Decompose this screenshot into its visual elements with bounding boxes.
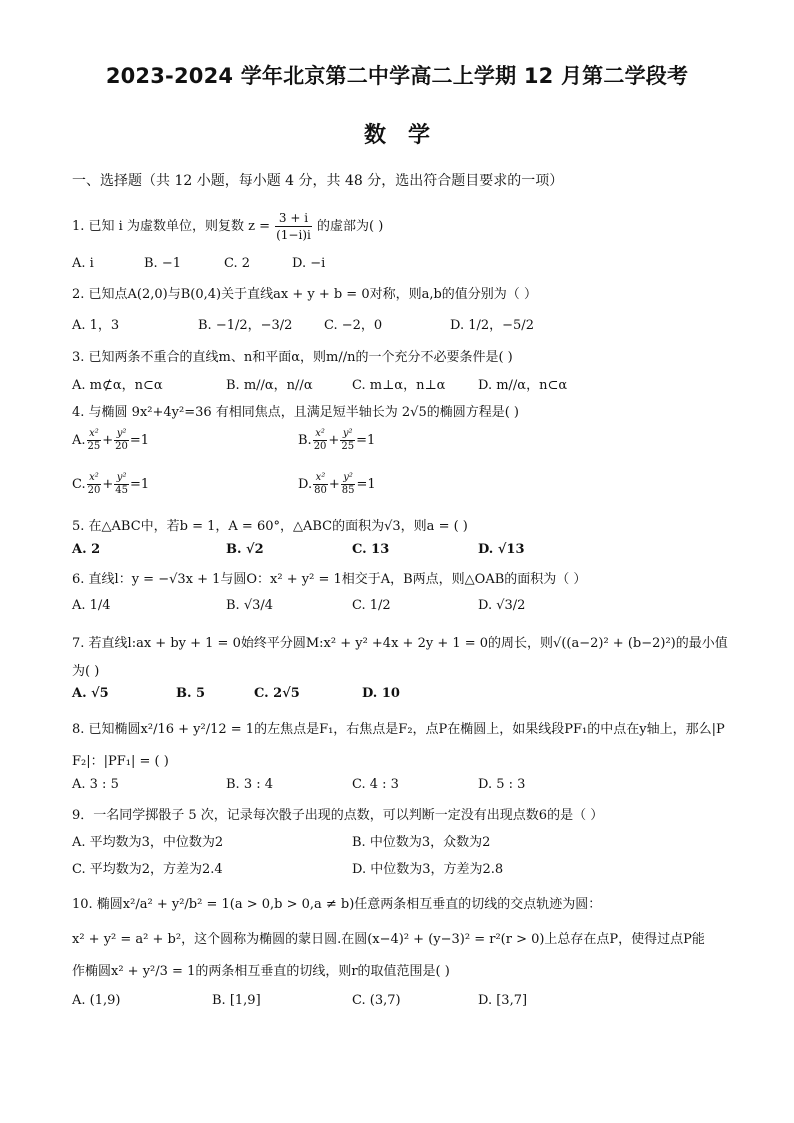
option-b: B. −1 [144,256,181,271]
equation-rhs: =1 [130,477,150,492]
frac-num: x² [313,428,328,441]
question-10-stem-line2: x² + y² = a² + b²，这个圆称为椭圆的蒙日圆.在圆(x−4)² + (y−3)² = r²(r > 0)上总存在点P，使得过点P能 [72,932,705,947]
option-c: C. 平均数为2，方差为2.4 [72,862,223,877]
option-a: A. 1，3 [72,318,120,333]
option-c: C. m⊥α，n⊥α [352,378,446,393]
question-1-text-pre: 1. 已知 i 为虚数单位，则复数 z = [72,219,270,234]
option-b: B. [1,9] [212,993,261,1008]
question-1-text-post: 的虚部为( ) [316,219,384,234]
frac-num: x² [87,428,102,441]
question-1-options [72,256,752,278]
option-d: D. 1/2，−5/2 [450,318,534,333]
option-a: A. 1/4 [72,598,111,613]
option-a: A. 平均数为3，中位数为2 [72,835,224,850]
question-3-stem: 3. 已知两条不重合的直线m、n和平面α，则m//n的一个充分不必要条件是( ) [72,350,513,365]
question-10-stem-line3: 作椭圆x² + y²/3 = 1的两条相互垂直的切线，则r的取值范围是( ) [72,964,450,979]
frac-num: y² [340,428,355,441]
option-b: B. m//α，n//α [226,378,313,393]
option-d: D. [3,7] [478,993,528,1008]
question-1-fraction [275,210,312,243]
option-c: C. −2，0 [324,318,383,333]
question-3-options [72,374,752,396]
option-b: B. √2 [226,542,264,557]
fraction-denominator: (1−i)i [276,228,311,242]
equation-rhs: =1 [129,433,150,448]
question-4-options-row1 [72,428,752,462]
option-a: A. $\frac{\text{x²}}{25}$ + $\frac{\text{y²}}{20}$ =1 [72,428,150,452]
frac-num: y² [341,472,356,485]
option-c: C. 13 [352,542,390,557]
option-b: B. $\frac{\text{x²}}{20}$ + $\frac{\text{y²}}{25}$ =1 [298,428,376,452]
option-b: B. √3/4 [226,598,274,613]
option-a: A. (1,9) [72,993,121,1008]
frac-num: x² [313,472,328,485]
option-c: C. 4 : 3 [352,777,399,792]
question-6-options [72,598,752,620]
option-b: B. 中位数为3，众数为2 [352,835,491,850]
frac-den: 45 [115,485,128,496]
option-d: D. 中位数为3，方差为2.8 [352,862,504,877]
question-7-options [72,686,752,708]
frac-den: 20 [87,485,101,496]
question-8-stem-line1: 8. 已知椭圆x²/16 + y²/12 = 1的左焦点是F₁，右焦点是F₂，点P在椭圆上，如果线段PF₁的中点在y轴上，那么|P [72,722,725,737]
option-d: D. m//α，n⊂α [478,378,568,393]
question-1-stem [72,210,383,243]
frac-den: 25 [341,441,355,452]
fraction-numerator: 3 + i [275,210,312,227]
option-a: A. √5 [72,686,109,701]
option-label: A. [72,433,86,448]
frac-den: 80 [314,485,327,496]
option-label: B. [298,433,312,448]
option-d: D. √13 [478,542,525,557]
equation-rhs: =1 [356,477,376,492]
frac-den: 85 [341,485,355,496]
option-c: C. 2√5 [254,686,300,701]
section-heading: 一、选择题（共 12 小题，每小题 4 分，共 48 分，选出符合题目要求的一项） [72,173,564,189]
question-8-stem-line2: F₂|：|PF₁| = ( ) [72,754,169,769]
subject-title: 数学 [363,123,452,148]
frac-den: 25 [87,441,101,452]
option-d: D. 5 : 3 [478,777,526,792]
frac-den: 20 [313,441,327,452]
question-9-options-row2 [72,858,752,880]
exam-title: 2023-2024 学年北京第二中学高二上学期 12 月第二学段考 [105,64,689,88]
equation-rhs: =1 [356,433,376,448]
option-d: D. √3/2 [478,598,526,613]
option-d: D. −i [292,256,326,271]
question-10-options [72,993,752,1015]
question-5-options [72,542,752,564]
option-c: C. 1/2 [352,598,391,613]
question-9-stem: 9．一名同学掷骰子 5 次，记录每次骰子出现的点数，可以判断一定没有出现点数6的是（ ） [72,808,604,823]
frac-num: x² [87,472,102,485]
option-label: C. [72,477,86,492]
question-2-stem: 2. 已知点A(2,0)与B(0,4)关于直线ax + y + b = 0对称，则a,b的值分别为（ ） [72,287,537,302]
question-7-stem-line2: 为( ) [72,664,100,679]
option-b: B. 5 [176,686,206,701]
question-2-options [72,314,752,336]
option-d: D. 10 [362,686,400,701]
question-6-stem: 6. 直线l：y = −√3x + 1与圆O：x² + y² = 1相交于A，B两点，则△OAB的面积为（ ） [72,572,587,587]
option-c: C. $\frac{\text{x²}}{20}$ + $\frac{\text{y²}}{45}$ =1 [72,472,150,496]
frac-num: y² [114,428,129,441]
option-b: B. 3 : 4 [226,777,274,792]
question-7-stem-line1: 7. 若直线l:ax + by + 1 = 0始终平分圆M:x² + y² +4x + 2y + 1 = 0的周长，则√((a−2)² + (b−2)²)的最小值 [72,636,728,651]
question-8-options [72,777,752,799]
option-label: D. [298,477,313,492]
option-c: C. 2 [224,256,251,271]
question-9-options-row1 [72,831,752,853]
question-5-stem: 5. 在△ABC中，若b = 1，A = 60°，△ABC的面积为√3，则a = ( ) [72,519,468,534]
option-b: B. −1/2，−3/2 [198,318,293,333]
question-10-stem-line1: 10. 椭圆x²/a² + y²/b² = 1(a > 0,b > 0,a ≠ b)任意两条相互垂直的切线的交点轨迹为圆： [72,897,602,912]
frac-den: 20 [115,441,128,452]
option-c: C. (3,7) [352,993,401,1008]
frac-num: y² [114,472,129,485]
question-4-stem: 4. 与椭圆 9x²+4y²=36 有相同焦点，且满足短半轴长为 2√5的椭圆方程是( ) [72,405,520,420]
option-a: A. m⊄α，n⊂α [72,378,163,393]
option-a: A. i [72,256,94,271]
option-a: A. 2 [72,542,101,557]
option-a: A. 3 : 5 [72,777,119,792]
question-4-options-row2 [72,472,752,506]
option-d: D. $\frac{\text{x²}}{80}$ + $\frac{\text{y²}}{85}$ =1 [298,472,376,496]
